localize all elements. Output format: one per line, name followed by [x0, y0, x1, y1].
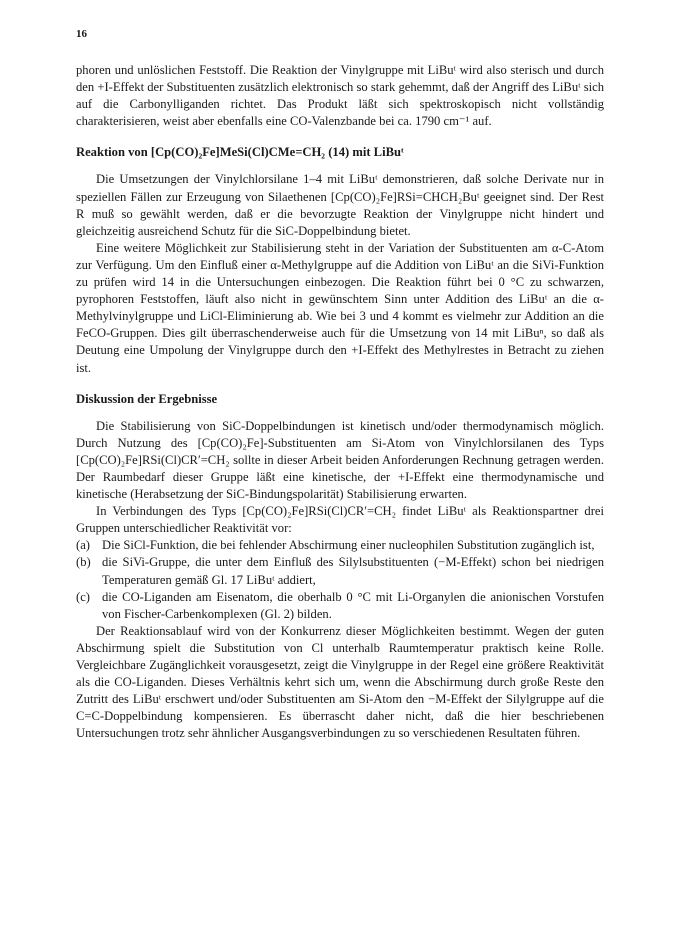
section-heading-discussion: Diskussion der Ergebnisse [76, 391, 218, 406]
body-text [76, 62, 604, 742]
paragraph-1: Die Umsetzungen der Vinylchlorsilane 1–4 mit LiBuᵗ demonstrieren, daß solche Derivate nur in speziellen Fällen zur Erzeugung von Silaethenen [Cp(CO)₂Fe]RSi=CHCH₂Buᵗ geeignet sind. Der Rest R muß so gewählt werden, daß er die bevorzugte Reaktion der Vinylgruppe nicht hindert und gleichzeitig ausreichend Schutz für die SiC-Doppelbindung bietet. [76, 172, 604, 238]
list-item [76, 589, 604, 623]
paragraph-3: Die Stabilisierung von SiC-Doppelbindungen ist kinetisch und/oder thermodynamisch möglich. Durch Nutzung des [Cp(CO)₂Fe]-Substituenten am Si-Atom von Vinylchlorsilanen des Typs [Cp(CO)₂Fe]RSi(Cl)CR′=CH₂ sollte in dieser Arbeit beiden Anforderungen Rechnung getragen werden. Der Raumbedarf dieser Gruppe läßt eine kinetische, der +I-Effekt eine thermodynamische und kinetische (Herabsetzung der SiC-Bindungspolarität) Stabilisierung erwarten. [76, 418, 604, 502]
list-marker: (a) [76, 538, 90, 553]
paragraph-5: Der Reaktionsablauf wird von der Konkurrenz dieser Möglichkeiten bestimmt. Wegen der guten Abschirmung spielt die Substitution von Cl unterhalb Raumtemperatur praktisch keine Rolle. Vergleichbare Zugänglichkeit vorausgesetzt, zeigt die Vinylgruppe in der Regel eine größere Reaktivität als die CO-Liganden. Dieses Verhältnis kehrt sich um, wenn die Abschirmung durch große Reste den Zutritt des LiBuᵗ erschwert und/oder Substituenten am Si-Atom den −M-Effekt der Silylgruppe auf die C=C-Doppelbindung kompensieren. Es überrascht daher nicht, daß die hier beschriebenen Untersuchungen trotz sehr ähnlicher Ausgangsverbindungen zu so verschiedenen Resultaten führen. [76, 623, 604, 741]
list-marker: (b) [76, 555, 91, 570]
section-heading-reaction: Reaktion von [Cp(CO)₂Fe]MeSi(Cl)CMe=CH₂ (14) mit LiBuᵗ [76, 145, 404, 160]
list-item-text: die SiVi-Gruppe, die unter dem Einfluß des Silylsubstituenten (−M-Effekt) schon bei niedrigen Temperaturen gemäß Gl. 17 LiBuᵗ addiert, [102, 555, 604, 587]
list-marker: (c) [76, 589, 90, 604]
list-item-text: Die SiCl-Funktion, die bei fehlender Abschirmung einer nucleophilen Substitution zugänglich ist, [102, 538, 595, 553]
paragraph-intro: phoren und unlöslichen Feststoff. Die Reaktion der Vinylgruppe mit LiBuᵗ wird also sterisch und durch den +I-Effekt der Substituenten zusätzlich elektronisch so stark gehemmt, daß der Angriff des LiBuᵗ sich auf die Carbonylliganden richtet. Das Produkt läßt sich spektroskopisch nicht vollständig charakterisieren, weist aber ebenfalls eine CO-Valenzbande bei ca. 1790 cm⁻¹ auf. [76, 63, 604, 129]
list-item [76, 537, 604, 554]
paragraph-2: Eine weitere Möglichkeit zur Stabilisierung steht in der Variation der Substituenten am α-C-Atom zur Verfügung. Um den Einfluß einer α-Methylgruppe auf die Addition von LiBuᵗ an die SiVi-Funktion zu prüfen wird 14 in die Untersuchungen einbezogen. Die Reaktion führt bei 0 °C zu schwarzen, pyrophoren Feststoffen, läuft also nicht in gewünschtem Sinn unter Addition des LiBuᵗ an die α-Methylvinylgruppe und LiCl-Eliminierung ab. Wie bei 3 und 4 kommt es vielmehr zur Addition an die FeCO-Gruppen. Dies gilt überraschenderweise auch für die Umsetzung von 14 mit LiBuⁿ, so daß als Deutung eine Umpolung der Vinylgruppe durch den +I-Effekt des Methylrestes in Betracht zu ziehen ist. [76, 240, 604, 375]
list-item-text: die CO-Liganden am Eisenatom, die oberhalb 0 °C mit Li-Organylen die anionischen Vorstufen von Fischer-Carbenkomplexen (Gl. 2) bilden. [102, 589, 604, 621]
paragraph-4: In Verbindungen des Typs [Cp(CO)₂Fe]RSi(Cl)CR′=CH₂ findet LiBuᵗ als Reaktionspartner drei Gruppen unterschiedlicher Reaktivität vor: [76, 504, 604, 536]
page-number: 16 [76, 28, 87, 40]
reactivity-list [76, 537, 604, 622]
list-item [76, 554, 604, 588]
